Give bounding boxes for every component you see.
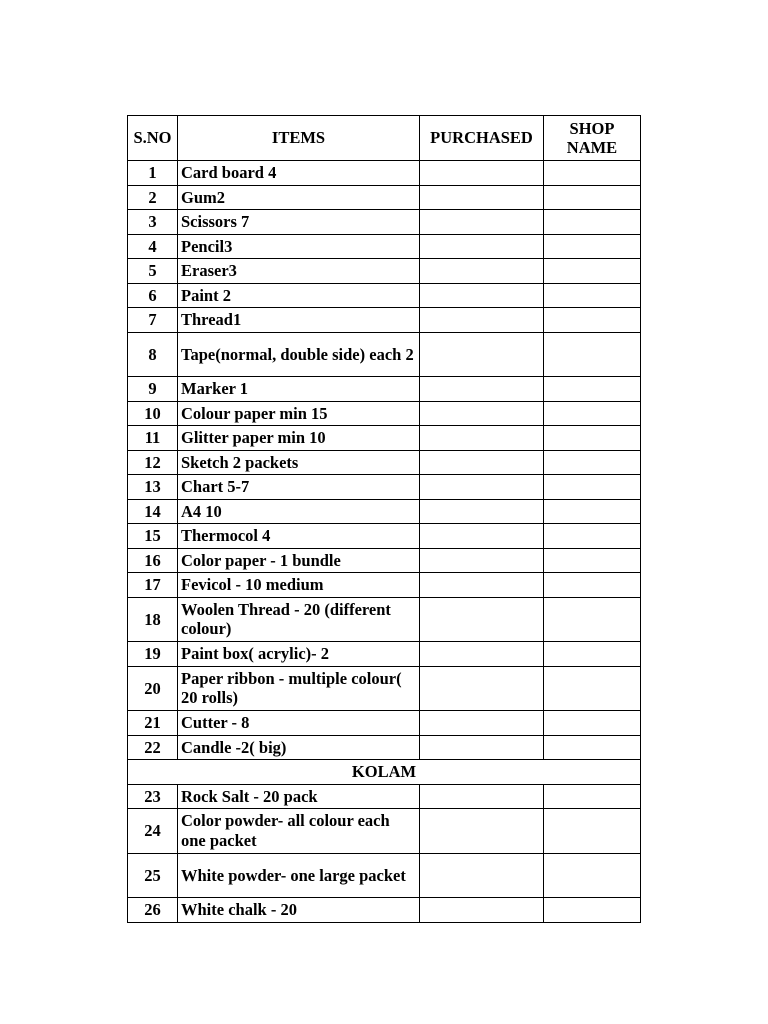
- sno-cell: 1: [128, 161, 178, 186]
- sno-cell: 12: [128, 450, 178, 475]
- table-row: [128, 524, 641, 549]
- table-row: [128, 711, 641, 736]
- shop-name-cell: [544, 853, 641, 898]
- purchased-cell: [420, 499, 544, 524]
- table-row: [128, 597, 641, 642]
- sno-cell: 17: [128, 573, 178, 598]
- header-sno: S.NO: [128, 116, 178, 161]
- item-cell: Color paper - 1 bundle: [178, 548, 420, 573]
- purchased-cell: [420, 711, 544, 736]
- purchased-cell: [420, 524, 544, 549]
- sno-cell: 18: [128, 597, 178, 642]
- sno-cell: 20: [128, 666, 178, 711]
- table-row: [128, 210, 641, 235]
- sno-cell: 21: [128, 711, 178, 736]
- purchased-cell: [420, 450, 544, 475]
- item-cell: Eraser3: [178, 259, 420, 284]
- table-row: [128, 898, 641, 923]
- item-cell: Scissors 7: [178, 210, 420, 235]
- item-cell: White chalk - 20: [178, 898, 420, 923]
- table-row: [128, 401, 641, 426]
- header-row: [128, 116, 641, 161]
- purchased-cell: [420, 401, 544, 426]
- purchased-cell: [420, 185, 544, 210]
- section-row: [128, 760, 641, 785]
- purchased-cell: [420, 210, 544, 235]
- table-row: [128, 475, 641, 500]
- shop-name-cell: [544, 499, 641, 524]
- item-cell: Tape(normal, double side) each 2: [178, 332, 420, 377]
- header-shop-name: SHOP NAME: [544, 116, 641, 161]
- sno-cell: 5: [128, 259, 178, 284]
- shop-name-cell: [544, 377, 641, 402]
- shopping-list-sheet: [127, 115, 640, 923]
- shop-name-cell: [544, 573, 641, 598]
- sno-cell: 23: [128, 784, 178, 809]
- sno-cell: 3: [128, 210, 178, 235]
- shop-name-cell: [544, 161, 641, 186]
- table-row: [128, 573, 641, 598]
- header-items: ITEMS: [178, 116, 420, 161]
- purchased-cell: [420, 161, 544, 186]
- table-row: [128, 666, 641, 711]
- sno-cell: 11: [128, 426, 178, 451]
- shop-name-cell: [544, 450, 641, 475]
- header-purchased: PURCHASED: [420, 116, 544, 161]
- sno-cell: 7: [128, 308, 178, 333]
- table-row: [128, 185, 641, 210]
- purchased-cell: [420, 784, 544, 809]
- purchased-cell: [420, 548, 544, 573]
- purchased-cell: [420, 426, 544, 451]
- purchased-cell: [420, 234, 544, 259]
- shop-name-cell: [544, 401, 641, 426]
- shop-name-cell: [544, 283, 641, 308]
- sno-cell: 22: [128, 735, 178, 760]
- sno-cell: 6: [128, 283, 178, 308]
- table-row: [128, 809, 641, 854]
- shop-name-cell: [544, 548, 641, 573]
- item-cell: Paper ribbon - multiple colour( 20 rolls): [178, 666, 420, 711]
- sno-cell: 19: [128, 642, 178, 667]
- sno-cell: 9: [128, 377, 178, 402]
- item-cell: Thermocol 4: [178, 524, 420, 549]
- shop-name-cell: [544, 234, 641, 259]
- item-cell: Woolen Thread - 20 (different colour): [178, 597, 420, 642]
- sno-cell: 25: [128, 853, 178, 898]
- purchased-cell: [420, 666, 544, 711]
- sno-cell: 15: [128, 524, 178, 549]
- sno-cell: 13: [128, 475, 178, 500]
- purchased-cell: [420, 735, 544, 760]
- purchased-cell: [420, 573, 544, 598]
- purchased-cell: [420, 377, 544, 402]
- table-row: [128, 161, 641, 186]
- section-heading: KOLAM: [128, 760, 641, 785]
- item-cell: Fevicol - 10 medium: [178, 573, 420, 598]
- purchased-cell: [420, 475, 544, 500]
- shopping-list-table: [127, 115, 641, 923]
- shop-name-cell: [544, 898, 641, 923]
- purchased-cell: [420, 259, 544, 284]
- item-cell: Color powder- all colour each one packet: [178, 809, 420, 854]
- purchased-cell: [420, 853, 544, 898]
- item-cell: White powder- one large packet: [178, 853, 420, 898]
- sno-cell: 2: [128, 185, 178, 210]
- table-row: [128, 308, 641, 333]
- table-row: [128, 450, 641, 475]
- table-row: [128, 642, 641, 667]
- table-row: [128, 234, 641, 259]
- table-row: [128, 426, 641, 451]
- item-cell: Cutter - 8: [178, 711, 420, 736]
- item-cell: Colour paper min 15: [178, 401, 420, 426]
- item-cell: Sketch 2 packets: [178, 450, 420, 475]
- purchased-cell: [420, 809, 544, 854]
- shop-name-cell: [544, 784, 641, 809]
- sno-cell: 10: [128, 401, 178, 426]
- item-cell: Candle -2( big): [178, 735, 420, 760]
- shop-name-cell: [544, 642, 641, 667]
- table-row: [128, 499, 641, 524]
- shop-name-cell: [544, 666, 641, 711]
- item-cell: Marker 1: [178, 377, 420, 402]
- purchased-cell: [420, 642, 544, 667]
- item-cell: Rock Salt - 20 pack: [178, 784, 420, 809]
- table-row: [128, 735, 641, 760]
- item-cell: Thread1: [178, 308, 420, 333]
- item-cell: Paint 2: [178, 283, 420, 308]
- purchased-cell: [420, 308, 544, 333]
- table-row: [128, 332, 641, 377]
- purchased-cell: [420, 597, 544, 642]
- sno-cell: 24: [128, 809, 178, 854]
- list-body: [128, 161, 641, 923]
- sno-cell: 14: [128, 499, 178, 524]
- sno-cell: 26: [128, 898, 178, 923]
- item-cell: Paint box( acrylic)- 2: [178, 642, 420, 667]
- shop-name-cell: [544, 259, 641, 284]
- shop-name-cell: [544, 308, 641, 333]
- item-cell: Card board 4: [178, 161, 420, 186]
- sno-cell: 8: [128, 332, 178, 377]
- item-cell: Pencil3: [178, 234, 420, 259]
- shop-name-cell: [544, 475, 641, 500]
- shop-name-cell: [544, 597, 641, 642]
- item-cell: Chart 5-7: [178, 475, 420, 500]
- item-cell: A4 10: [178, 499, 420, 524]
- table-row: [128, 377, 641, 402]
- shop-name-cell: [544, 809, 641, 854]
- purchased-cell: [420, 283, 544, 308]
- shop-name-cell: [544, 426, 641, 451]
- purchased-cell: [420, 332, 544, 377]
- item-cell: Gum2: [178, 185, 420, 210]
- shop-name-cell: [544, 711, 641, 736]
- shop-name-cell: [544, 185, 641, 210]
- table-row: [128, 283, 641, 308]
- purchased-cell: [420, 898, 544, 923]
- shop-name-cell: [544, 332, 641, 377]
- table-row: [128, 259, 641, 284]
- sno-cell: 4: [128, 234, 178, 259]
- table-row: [128, 784, 641, 809]
- sno-cell: 16: [128, 548, 178, 573]
- table-row: [128, 853, 641, 898]
- item-cell: Glitter paper min 10: [178, 426, 420, 451]
- shop-name-cell: [544, 210, 641, 235]
- table-row: [128, 548, 641, 573]
- shop-name-cell: [544, 524, 641, 549]
- shop-name-cell: [544, 735, 641, 760]
